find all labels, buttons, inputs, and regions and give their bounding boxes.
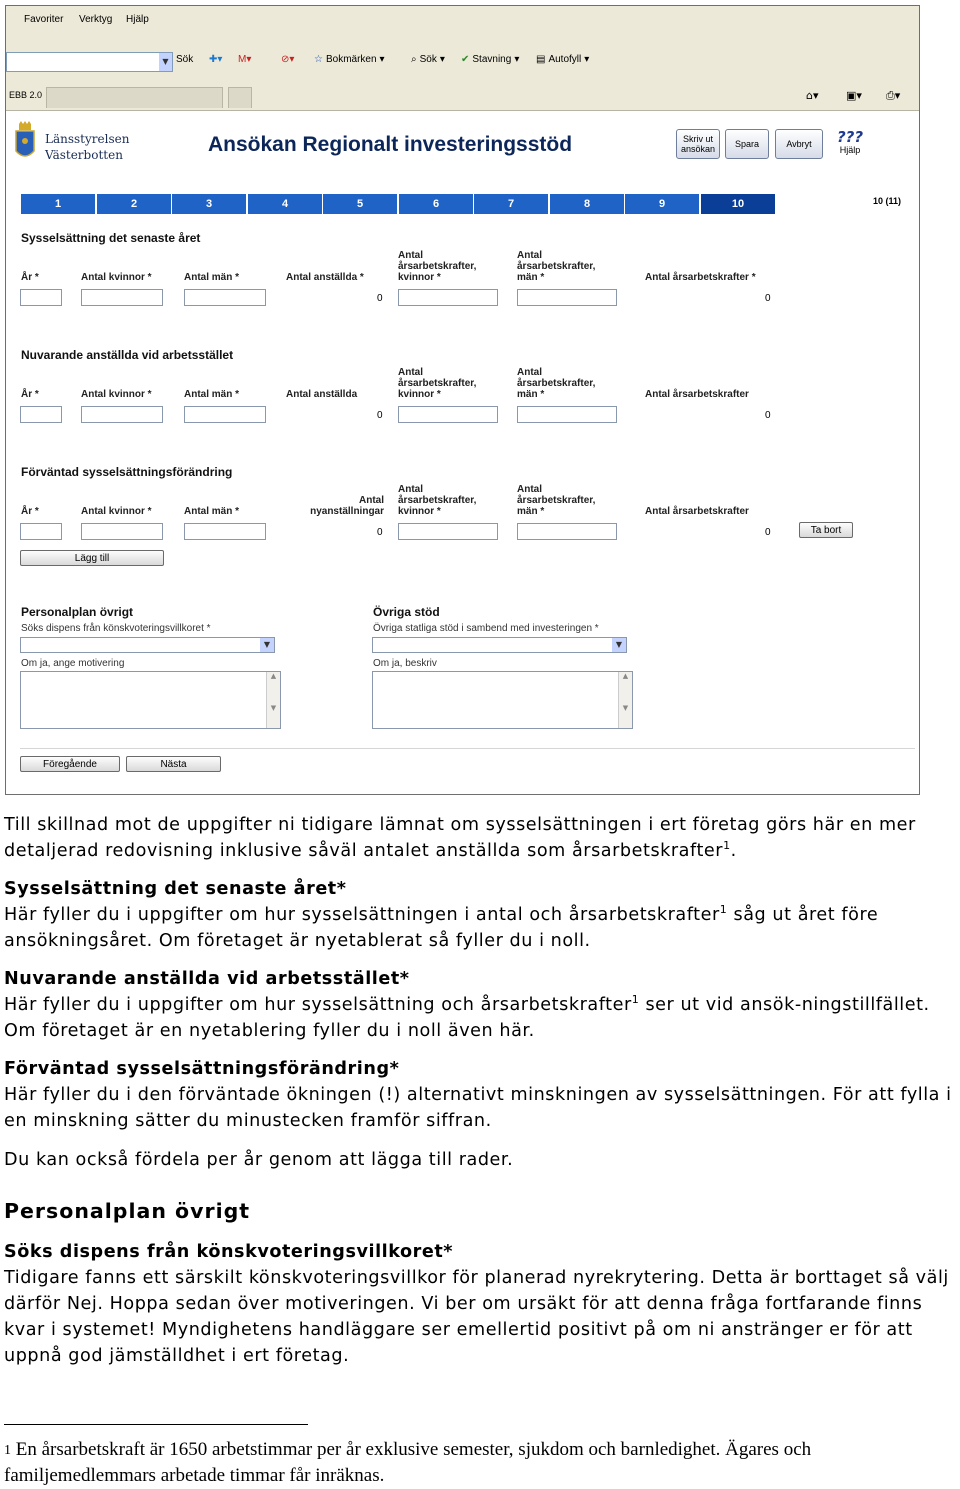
step-tab-4[interactable]: 4 <box>248 194 322 214</box>
column-label-expected-2: Antal kvinnor * <box>81 506 152 517</box>
toolbar-search-2[interactable]: ⌕ Sök ▾ <box>411 54 445 65</box>
intro-paragraph: Till skillnad mot de uppgifter ni tidigare lämnat om sysselsättningen i ert företag görs här en mer detaljerad redovisning inklusive såväl antalet anställda som årsarbetskrafter$^1$. <box>4 815 916 861</box>
menu-hjalp[interactable]: Hjälp <box>126 14 149 25</box>
computed-value-expected-7: 0 <box>765 527 771 538</box>
input-current-1[interactable] <box>20 406 62 423</box>
step-count: 10 (11) <box>873 196 902 206</box>
address-field[interactable] <box>6 52 173 72</box>
step-tab-5[interactable]: 5 <box>323 194 397 214</box>
computed-value-current-7: 0 <box>765 410 771 421</box>
column-label-expected-3: Antal män * <box>184 506 240 517</box>
column-label-last-year-7: Antal årsarbetskrafter * <box>645 272 756 283</box>
new-tab-button[interactable] <box>228 87 252 108</box>
save-button[interactable]: Spara <box>725 129 769 159</box>
column-label-expected-7: Antal årsarbetskrafter <box>645 506 749 517</box>
remove-row-button[interactable]: Ta bort <box>799 522 853 538</box>
input-last-year-5[interactable] <box>398 289 498 306</box>
computed-value-last-year-4: 0 <box>377 293 383 304</box>
block-icon[interactable]: ⊘▾ <box>281 54 295 65</box>
search-icon: ⌕ <box>411 54 417 65</box>
section-title-personnel: Personalplan övrigt <box>21 605 134 619</box>
print-icon[interactable]: ⎙▾ <box>886 89 901 102</box>
other-aid-label: Övriga statliga stöd i sambend med investeringen * <box>373 623 599 634</box>
page-title: Ansökan Regionalt investeringsstöd <box>208 133 573 156</box>
describe-label: Om ja, beskriv <box>373 658 437 669</box>
other-aid-select[interactable] <box>372 637 627 653</box>
personnel-heading: Personalplan övrigt <box>4 1199 251 1223</box>
dispensation-select[interactable] <box>20 637 275 653</box>
computed-value-current-4: 0 <box>377 410 383 421</box>
column-label-expected-4: Antal nyanställningar <box>310 495 384 517</box>
column-label-expected-6: Antal årsarbetskrafter, män * <box>517 484 596 517</box>
application-screenshot <box>5 5 920 795</box>
menu-favoriter[interactable]: Favoriter <box>24 14 64 25</box>
plus-icon[interactable]: ✚▾ <box>209 54 223 65</box>
footnote: 1 En årsarbetskraft är 1650 arbetstimmar per år exklusive semester, sjukdom och barnledighet. Ägares och familjemedlemmars arbetade timmar får inräknas. <box>4 1439 812 1486</box>
column-label-last-year-1: År * <box>21 272 39 283</box>
mail-icon[interactable]: M▾ <box>238 54 252 65</box>
application-content <box>6 111 919 794</box>
browser-tabbar <box>6 81 919 111</box>
cancel-button[interactable]: Avbryt <box>775 129 823 159</box>
computed-value-last-year-7: 0 <box>765 293 771 304</box>
step-tab-2[interactable]: 2 <box>97 194 171 214</box>
section-dispensation <box>4 1239 956 1369</box>
input-current-2[interactable] <box>81 406 163 423</box>
home-icon[interactable]: ⌂▾ <box>806 89 819 102</box>
input-expected-2[interactable] <box>81 523 163 540</box>
section-heading: Sysselsättning det senaste året* <box>4 879 347 899</box>
input-last-year-2[interactable] <box>81 289 163 306</box>
divider <box>20 748 915 749</box>
input-last-year-6[interactable] <box>517 289 617 306</box>
column-label-current-2: Antal kvinnor * <box>81 389 152 400</box>
column-label-last-year-2: Antal kvinnor * <box>81 272 152 283</box>
browser-menubar <box>6 6 919 37</box>
section-heading: Söks dispens från könskvoteringsvillkoret* <box>4 1242 454 1262</box>
toolbar-bookmarks[interactable]: ☆ Bokmärken ▾ <box>314 54 385 65</box>
crest-icon <box>13 121 37 163</box>
dispensation-label: Söks dispens från könskvoteringsvillkoret * <box>21 623 211 634</box>
browser-tab[interactable]: EBB 2.0 <box>9 90 43 100</box>
star-icon: ☆ <box>314 54 323 65</box>
agency-logo <box>11 117 141 169</box>
chevron-down-icon[interactable]: ▼ <box>260 638 274 652</box>
section-last-year <box>4 876 956 954</box>
section-expected-change <box>4 1056 956 1134</box>
computed-value-expected-4: 0 <box>377 527 383 538</box>
section-text: Här fyller du i uppgifter om hur sysselsättning och årsarbetskrafter$^1$ ser ut vid ansök-ningstillfället. Om företaget är en nyetablering fyller du i noll även här. <box>4 993 930 1041</box>
column-label-expected-5: Antal årsarbetskrafter, kvinnor * <box>398 484 477 517</box>
step-tab-10[interactable]: 10 <box>701 194 775 214</box>
column-label-last-year-3: Antal män * <box>184 272 240 283</box>
step-navigation <box>21 194 920 216</box>
agency-name: Länsstyrelsen Västerbotten <box>45 132 130 162</box>
autofill-icon: ▤ <box>536 54 546 65</box>
column-label-expected-1: År * <box>21 506 39 517</box>
section-title-last-year: Sysselsättning det senaste året <box>21 231 201 245</box>
browser-tab-ghost[interactable] <box>46 87 223 108</box>
column-label-current-3: Antal män * <box>184 389 240 400</box>
section-title-current: Nuvarande anställda vid arbetsstället <box>21 348 234 362</box>
step-tab-8[interactable]: 8 <box>550 194 624 214</box>
section-title-other-aid: Övriga stöd <box>373 605 440 619</box>
chevron-down-icon[interactable]: ▼ <box>612 638 626 652</box>
section-heading: Förväntad sysselsättningsförändring* <box>4 1059 400 1079</box>
print-application-button[interactable]: Skriv ut ansökan <box>676 129 720 159</box>
step-tab-7[interactable]: 7 <box>474 194 548 214</box>
scrollbar[interactable]: ▲ ▼ <box>618 672 632 728</box>
feed-icon[interactable]: ▣▾ <box>846 89 862 102</box>
input-current-5[interactable] <box>398 406 498 423</box>
motivation-textarea[interactable] <box>20 671 281 729</box>
menu-verktyg[interactable]: Verktyg <box>79 14 113 25</box>
column-label-current-1: År * <box>21 389 39 400</box>
previous-button[interactable]: Föregående <box>20 756 120 772</box>
help-icon: ??? <box>836 128 864 146</box>
input-expected-5[interactable] <box>398 523 498 540</box>
column-label-last-year-4: Antal anställda * <box>286 272 364 283</box>
step-tab-6[interactable]: 6 <box>399 194 473 214</box>
input-last-year-1[interactable] <box>20 289 62 306</box>
input-current-3[interactable] <box>184 406 266 423</box>
section-text: Tidigare fanns ett särskilt könskvoteringsvillkor för planerad nyrekrytering. Detta är borttaget så välj därför Nej. Hoppa sedan över motiveringen. Vi ber om ursäkt för att denna fråga fortfarande finns kvar i systemet! Myndighetens handläggare ser emellertid positivt på om ni anstränger er för att uppnå god jämställdhet i ert företag. <box>4 1268 949 1366</box>
motivation-label: Om ja, ange motivering <box>21 658 125 669</box>
section-heading: Nuvarande anställda vid arbetsstället* <box>4 969 410 989</box>
input-current-6[interactable] <box>517 406 617 423</box>
toolbar-search[interactable]: Sök <box>176 54 194 65</box>
toolbar-spelling[interactable]: ✔ Stavning ▾ <box>461 54 520 65</box>
column-label-current-4: Antal anställda <box>286 389 358 400</box>
column-label-current-5: Antal årsarbetskrafter, kvinnor * <box>398 367 477 400</box>
add-row-button[interactable]: Lägg till <box>20 550 164 566</box>
describe-textarea[interactable] <box>372 671 633 729</box>
section-text: Här fyller du i den förväntade ökningen (!) alternativt minskningen av sysselsättningen. För att fylla i en minskning sätter du minustecken framför siffran. <box>4 1085 952 1131</box>
section-current <box>4 966 956 1044</box>
rows-note: Du kan också fördela per år genom att lägga till rader. <box>4 1150 514 1170</box>
chevron-down-icon[interactable]: ▼ <box>159 53 172 71</box>
input-expected-6[interactable] <box>517 523 617 540</box>
toolbar-autofill[interactable]: ▤ Autofyll ▾ <box>536 54 590 65</box>
step-tab-9[interactable]: 9 <box>625 194 699 214</box>
browser-toolbar <box>6 36 919 82</box>
column-label-current-7: Antal årsarbetskrafter <box>645 389 749 400</box>
footnote-rule <box>4 1424 308 1425</box>
next-button[interactable]: Nästa <box>126 756 221 772</box>
section-text: Här fyller du i uppgifter om hur sysselsättningen i antal och årsarbetskrafter$^1$ såg ut året före ansökningsåret. Om företaget är nyetablerat så fyller du i noll. <box>4 903 879 951</box>
input-expected-3[interactable] <box>184 523 266 540</box>
spellcheck-icon: ✔ <box>461 54 470 65</box>
column-label-current-6: Antal årsarbetskrafter, män * <box>517 367 596 400</box>
step-tab-3[interactable]: 3 <box>172 194 246 214</box>
step-tab-1[interactable]: 1 <box>21 194 95 214</box>
column-label-last-year-5: Antal årsarbetskrafter, kvinnor * <box>398 250 477 283</box>
column-label-last-year-6: Antal årsarbetskrafter, män * <box>517 250 596 283</box>
input-expected-1[interactable] <box>20 523 62 540</box>
section-title-expected: Förväntad sysselsättningsförändring <box>21 465 233 479</box>
input-last-year-3[interactable] <box>184 289 266 306</box>
scrollbar[interactable]: ▲ ▼ <box>266 672 280 728</box>
help-button[interactable]: ??? Hjälp <box>830 129 870 155</box>
